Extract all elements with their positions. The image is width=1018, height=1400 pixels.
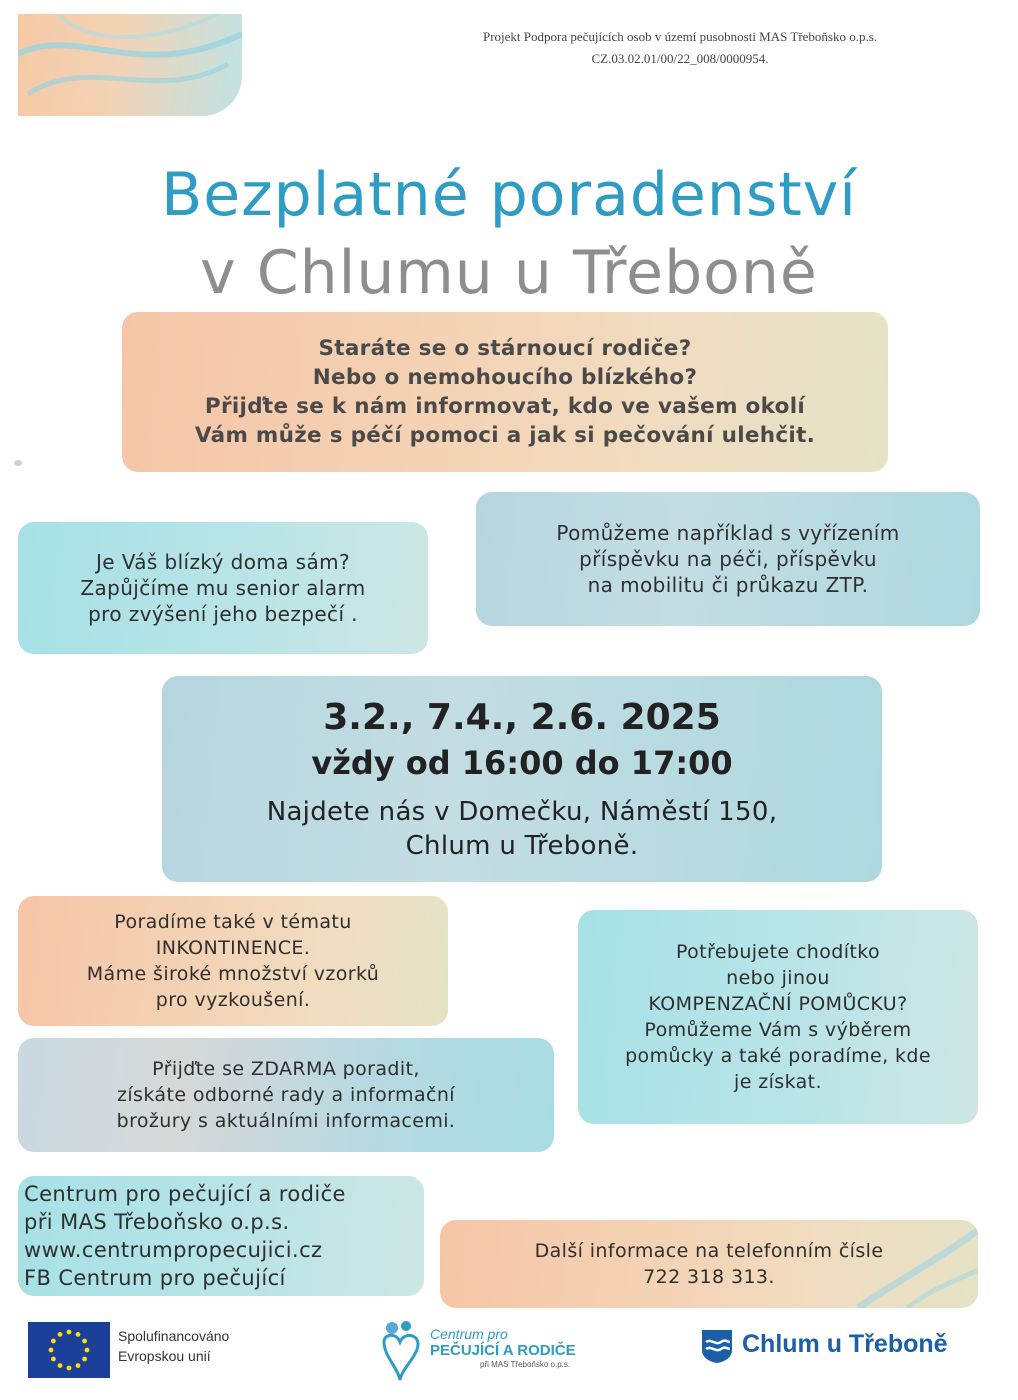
help-line: příspěvku na péči, příspěvku: [579, 547, 877, 571]
aids-line: Potřebujete chodítko: [675, 941, 881, 963]
aids-line: nebo jinou: [726, 967, 830, 989]
project-note: [380, 26, 980, 70]
project-note-line-2: CZ.03.02.01/00/22_008/0000954.: [591, 51, 769, 66]
free-advice-line: Přijďte se ZDARMA poradit,: [152, 1058, 420, 1080]
intro-line: Vám může s péčí pomoci a jak si pečování ulehčit.: [194, 423, 816, 448]
event-dates: 3.2., 7.4., 2.6. 2025: [323, 697, 721, 738]
eu-flag-icon: [28, 1322, 110, 1378]
alarm-line: pro zvýšení jeho bezpečí .: [88, 602, 358, 626]
phone-box: [440, 1220, 978, 1308]
phone-line-1: Další informace na telefonním čísle: [534, 1240, 884, 1262]
town-crest-icon: [700, 1328, 734, 1364]
help-line: na mobilitu či průkazu ZTP.: [587, 573, 869, 597]
aids-line: pomůcky a také poradíme, kde: [625, 1045, 931, 1067]
event-time: vždy od 16:00 do 17:00: [311, 744, 733, 782]
contact-website-link[interactable]: www.centrumpropecujici.cz: [24, 1238, 323, 1262]
alarm-box: [18, 522, 428, 654]
incontinence-line: pro vyzkoušení.: [155, 989, 311, 1011]
intro-box: [122, 312, 888, 472]
centrum-logo-text: [430, 1326, 576, 1370]
intro-line: Přijďte se k nám informovat, kdo ve vašem okolí: [204, 394, 806, 419]
corner-decoration: [18, 14, 242, 116]
contact-facebook: FB Centrum pro pečující: [24, 1266, 286, 1290]
project-note-line-1: Projekt Podpora pečujících osob v území pusobnosti MAS Třeboňsko o.p.s.: [482, 29, 878, 44]
event-box: [162, 676, 882, 882]
eu-text-line-2: Evropskou unií: [118, 1348, 211, 1364]
intro-line: Nebo o nemohoucího blízkého?: [312, 365, 698, 390]
incontinence-line: INKONTINENCE.: [155, 937, 311, 959]
centrum-heart-logo-icon: [378, 1318, 438, 1388]
event-place-line-1: Najdete nás v Domečku, Náměstí 150,: [266, 797, 778, 827]
town-name: Chlum u Třeboně: [742, 1330, 948, 1358]
phone-number[interactable]: 722 318 313.: [643, 1266, 775, 1288]
help-box: [476, 492, 980, 626]
centrum-logo-line-2: PEČUJÍCÍ A RODIČE: [430, 1342, 576, 1359]
alarm-line: Zapůjčíme mu senior alarm: [80, 576, 366, 600]
intro-line: Staráte se o stárnoucí rodiče?: [318, 336, 692, 361]
incontinence-line: Poradíme také v tématu: [114, 911, 352, 933]
aids-line: je získat.: [734, 1071, 822, 1093]
page-title-line-2: v Chlumu u Třeboně: [200, 238, 818, 308]
incontinence-box: [18, 896, 448, 1026]
centrum-logo-line-3: při MAS Třeboňsko o.p.s.: [480, 1360, 571, 1369]
free-advice-box: [18, 1038, 554, 1152]
contact-line: při MAS Třeboňsko o.p.s.: [24, 1210, 290, 1234]
eu-text-line-1: Spolufinancováno: [118, 1328, 230, 1344]
free-advice-line: brožury s aktuálními informacemi.: [116, 1110, 456, 1132]
aids-box: [578, 910, 978, 1124]
page-title-line-1: Bezplatné poradenství: [161, 160, 857, 230]
aids-line: Pomůžeme Vám s výběrem: [644, 1019, 912, 1041]
help-line: Pomůžeme například s vyřízením: [556, 521, 900, 545]
scan-speck: [14, 460, 22, 466]
contact-line: Centrum pro pečující a rodiče: [24, 1182, 346, 1206]
free-advice-line: získáte odborné rady a informační: [117, 1084, 455, 1106]
centrum-logo-line-1: Centrum pro: [430, 1326, 508, 1342]
eu-cofunding-text: [118, 1326, 229, 1366]
contact-box: [18, 1176, 424, 1296]
event-place-line-2: Chlum u Třeboně.: [405, 831, 639, 861]
alarm-line: Je Váš blízký doma sám?: [95, 550, 351, 574]
aids-line: KOMPENZAČNÍ POMŮCKU?: [648, 993, 908, 1015]
incontinence-line: Máme široké množství vzorků: [86, 963, 380, 985]
